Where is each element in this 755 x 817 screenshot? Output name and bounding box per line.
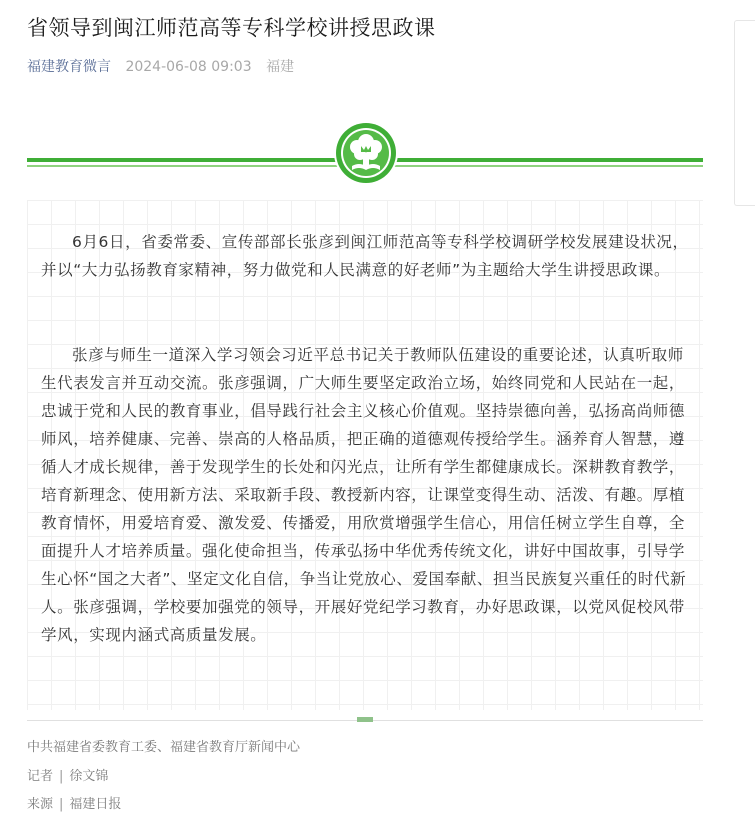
separator: | [59, 769, 64, 784]
footer-source [27, 795, 121, 815]
article-body [27, 200, 703, 710]
divider-accent-mark [357, 717, 373, 722]
source-name: 福建日报 [69, 797, 122, 812]
publish-datetime: 2024-06-08 09:03 [125, 59, 252, 75]
account-name-link[interactable]: 福建教育微言 [27, 59, 111, 75]
separator: | [59, 797, 64, 812]
reporter-label: 记者 [27, 769, 54, 784]
publish-region: 福建 [266, 59, 295, 75]
article-meta [27, 57, 294, 77]
article-header-banner [27, 120, 703, 190]
article-paragraph: 张彦与师生一道深入学习领会习近平总书记关于教师队伍建设的重要论述，认真听取师生代表发言并互动交流。张彦强调，广大师生要坚定政治立场，始终同党和人民站在一起，忠诚于党和人民的教育事业，倡导践行社会主义核心价值观。坚持崇德向善，弘扬高尚师德师风，培养健康、完善、崇高的人格品质，把正确的道德观传授给学生。涵养育人智慧，遵循人才成长规律，善于发现学生的长处和闪光点，让所有学生都健康成长。深耕教育教学，培育新理念、使用新方法、采取新手段、教授新内容，让课堂变得生动、活泼、有趣。厚植教育情怀，用爱培育爱、激发爱、传播爱，用欣赏增强学生信心，用信任树立学生自尊，全面提升人才培养质量。强化使命担当，传承弘扬中华优秀传统文化，讲好中国故事，引导学生心怀“国之大者”、坚定文化自信，争当让党放心、爱国奉献、担当民族复兴重任的时代新人。张彦强调，学校要加强党的领导，开展好党纪学习教育，办好思政课，以党风促校风带学风，实现内涵式高质量发展。 [41, 346, 687, 644]
reporter-name: 徐文锦 [69, 769, 109, 784]
article-title: 省领导到闽江师范高等专科学校讲授思政课 [27, 16, 436, 40]
source-label: 来源 [27, 797, 54, 812]
side-panel-edge[interactable] [734, 20, 755, 206]
footer-organization: 中共福建省委教育工委、福建省教育厅新闻中心 [27, 740, 301, 755]
footer-reporter [27, 767, 108, 787]
article-paragraph: 6月6日，省委常委、宣传部部长张彦到闽江师范高等专科学校调研学校发展建设状况，并以“大力弘扬教育家精神，努力做党和人民满意的好老师”为主题给大学生讲授思政课。 [41, 233, 689, 279]
tree-book-logo-icon [333, 120, 399, 186]
